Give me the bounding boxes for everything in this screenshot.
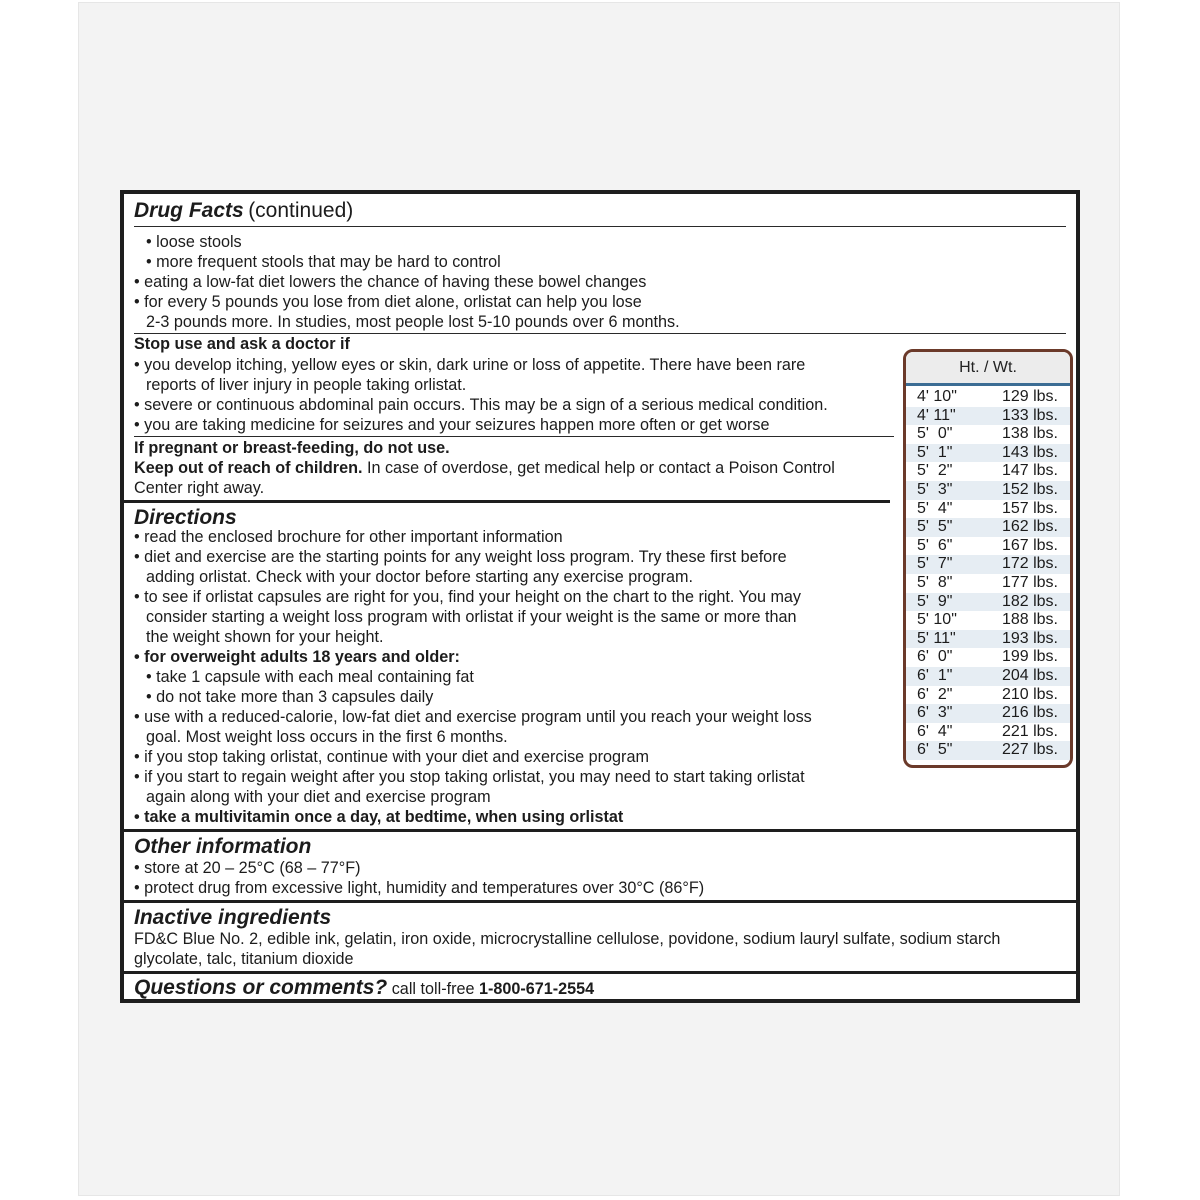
chart-height: 6' 3" xyxy=(917,704,953,722)
directions-line: • diet and exercise are the starting points for any weight loss program. Try these first before xyxy=(134,548,787,566)
chart-weight: 188 lbs. xyxy=(1001,611,1058,629)
chart-height: 5' 7" xyxy=(917,555,953,573)
directions-line: adding orlistat. Check with your doctor before starting any exercise program. xyxy=(146,568,694,586)
chart-row xyxy=(906,630,1070,649)
intro-line: 2-3 pounds more. In studies, most people lost 5-10 pounds over 6 months. xyxy=(146,313,680,331)
directions-line: • take a multivitamin once a day, at bedtime, when using orlistat xyxy=(134,808,624,826)
keep-out-text: In case of overdose, get medical help or contact a Poison Control xyxy=(362,459,835,477)
chart-weight: 216 lbs. xyxy=(1001,704,1058,722)
stop-use-line: • severe or continuous abdominal pain occurs. This may be a sign of a serious medical condition. xyxy=(134,396,828,414)
section-divider xyxy=(124,500,890,503)
chart-rows xyxy=(906,386,1070,760)
directions-line: the weight shown for your height. xyxy=(146,628,384,646)
chart-height: 4' 10" xyxy=(917,388,957,405)
keep-out-warning xyxy=(134,458,835,478)
directions-line: goal. Most weight loss occurs in the first 6 months. xyxy=(146,728,508,746)
keep-out-text-2: Center right away. xyxy=(134,479,265,497)
chart-row xyxy=(906,611,1070,630)
chart-height: 5' 0" xyxy=(917,425,953,443)
chart-weight: 227 lbs. xyxy=(1001,741,1058,759)
chart-row xyxy=(906,444,1070,463)
section-rule xyxy=(134,436,894,437)
chart-row xyxy=(906,593,1070,612)
header-rule xyxy=(134,226,1066,227)
chart-weight: 147 lbs. xyxy=(1001,462,1058,480)
chart-weight: 138 lbs. xyxy=(1001,425,1058,443)
chart-weight: 193 lbs. xyxy=(1001,629,1058,647)
drug-facts-title: Drug Facts xyxy=(134,199,244,222)
chart-height: 5' 6" xyxy=(917,536,953,554)
chart-row xyxy=(906,500,1070,519)
intro-line: • eating a low-fat diet lowers the chance of having these bowel changes xyxy=(134,273,647,291)
chart-row xyxy=(906,686,1070,705)
directions-line: • read the enclosed brochure for other important information xyxy=(134,528,563,546)
chart-row xyxy=(906,704,1070,723)
chart-height: 6' 2" xyxy=(917,685,953,703)
directions-line: • to see if orlistat capsules are right for you, find your height on the chart to the right. You may xyxy=(134,588,802,606)
other-info-heading: Other information xyxy=(134,835,312,858)
chart-row xyxy=(906,574,1070,593)
chart-weight: 177 lbs. xyxy=(1001,573,1058,591)
height-weight-chart xyxy=(903,349,1073,768)
chart-height: 5' 1" xyxy=(917,443,953,461)
chart-weight: 182 lbs. xyxy=(1001,592,1058,610)
chart-weight: 167 lbs. xyxy=(1001,536,1058,554)
chart-weight: 199 lbs. xyxy=(1001,648,1058,666)
chart-row xyxy=(906,407,1070,426)
chart-row xyxy=(906,425,1070,444)
chart-height: 5' 10" xyxy=(917,611,957,629)
chart-weight: 172 lbs. xyxy=(1001,555,1058,573)
questions-heading: Questions or comments? xyxy=(134,976,388,999)
inactive-line: FD&C Blue No. 2, edible ink, gelatin, iron oxide, microcrystalline cellulose, povidone, sodium lauryl sulfate, sodium starch xyxy=(134,930,1001,948)
other-info-line: • store at 20 – 25°C (68 – 77°F) xyxy=(134,859,361,877)
chart-height: 6' 1" xyxy=(917,666,953,684)
chart-height: 5' 11" xyxy=(917,629,956,647)
chart-weight: 133 lbs. xyxy=(1001,406,1058,424)
chart-row xyxy=(906,462,1070,481)
drug-facts-header xyxy=(134,198,353,225)
chart-weight: 221 lbs. xyxy=(1001,722,1058,740)
section-divider xyxy=(124,829,1076,832)
chart-weight: 162 lbs. xyxy=(1001,518,1058,536)
chart-row xyxy=(906,388,1070,407)
keep-out-bold: Keep out of reach of children. xyxy=(134,459,363,477)
section-divider xyxy=(124,971,1076,974)
chart-heading: Ht. / Wt. xyxy=(906,352,1070,386)
inactive-heading: Inactive ingredients xyxy=(134,906,332,929)
directions-line: consider starting a weight loss program with orlistat if your weight is the same or more than xyxy=(146,608,797,626)
chart-height: 5' 8" xyxy=(917,573,953,591)
directions-line: • for overweight adults 18 years and older: xyxy=(134,648,460,666)
chart-weight: 152 lbs. xyxy=(1001,480,1058,498)
directions-heading: Directions xyxy=(134,506,237,529)
chart-row xyxy=(906,741,1070,760)
chart-height: 5' 5" xyxy=(917,518,953,536)
phone-number: 1-800-671-2554 xyxy=(478,980,595,998)
chart-row xyxy=(906,723,1070,742)
chart-row xyxy=(906,537,1070,556)
chart-height: 5' 9" xyxy=(917,592,953,610)
chart-row xyxy=(906,555,1070,574)
directions-line: • take 1 capsule with each meal containing fat xyxy=(146,668,474,686)
stop-use-heading: Stop use and ask a doctor if xyxy=(134,335,350,353)
chart-row xyxy=(906,518,1070,537)
intro-line: • for every 5 pounds you lose from diet alone, orlistat can help you lose xyxy=(134,293,642,311)
chart-weight: 204 lbs. xyxy=(1001,666,1058,684)
chart-height: 5' 2" xyxy=(917,462,953,480)
stop-use-line: reports of liver injury in people taking orlistat. xyxy=(146,376,467,394)
directions-line: • do not take more than 3 capsules daily xyxy=(146,688,434,706)
chart-weight: 157 lbs. xyxy=(1001,499,1058,517)
pregnant-warning: If pregnant or breast-feeding, do not use. xyxy=(134,439,450,457)
intro-line: • more frequent stools that may be hard to control xyxy=(146,253,501,271)
inactive-line: glycolate, talc, titanium dioxide xyxy=(134,950,354,968)
directions-line: • if you start to regain weight after you stop taking orlistat, you may need to start taking orlistat xyxy=(134,768,805,786)
chart-height: 6' 4" xyxy=(917,722,953,740)
stop-use-line: • you are taking medicine for seizures and your seizures happen more often or get worse xyxy=(134,416,770,434)
stop-use-line: • you develop itching, yellow eyes or skin, dark urine or loss of appetite. There have been rare xyxy=(134,356,806,374)
chart-weight: 143 lbs. xyxy=(1001,443,1058,461)
chart-height: 5' 3" xyxy=(917,480,953,498)
chart-row xyxy=(906,648,1070,667)
chart-height: 5' 4" xyxy=(917,499,953,517)
directions-line: • use with a reduced-calorie, low-fat diet and exercise program until you reach your weight loss xyxy=(134,708,812,726)
directions-line: • if you stop taking orlistat, continue with your diet and exercise program xyxy=(134,748,649,766)
chart-height: 4' 11" xyxy=(917,406,956,424)
directions-line: again along with your diet and exercise program xyxy=(146,788,491,806)
intro-line: • loose stools xyxy=(146,233,242,251)
chart-height: 6' 0" xyxy=(917,648,953,666)
other-info-line: • protect drug from excessive light, humidity and temperatures over 30°C (86°F) xyxy=(134,879,705,897)
chart-row xyxy=(906,667,1070,686)
questions-text: call toll-free xyxy=(387,980,479,998)
chart-row xyxy=(906,481,1070,500)
section-divider xyxy=(124,900,1076,903)
chart-height: 6' 5" xyxy=(917,741,953,759)
chart-weight: 210 lbs. xyxy=(1001,685,1058,703)
chart-weight: 129 lbs. xyxy=(1001,388,1058,405)
continued-label: (continued) xyxy=(248,199,354,222)
questions-line xyxy=(134,976,594,1001)
drug-facts-panel xyxy=(120,190,1080,1003)
